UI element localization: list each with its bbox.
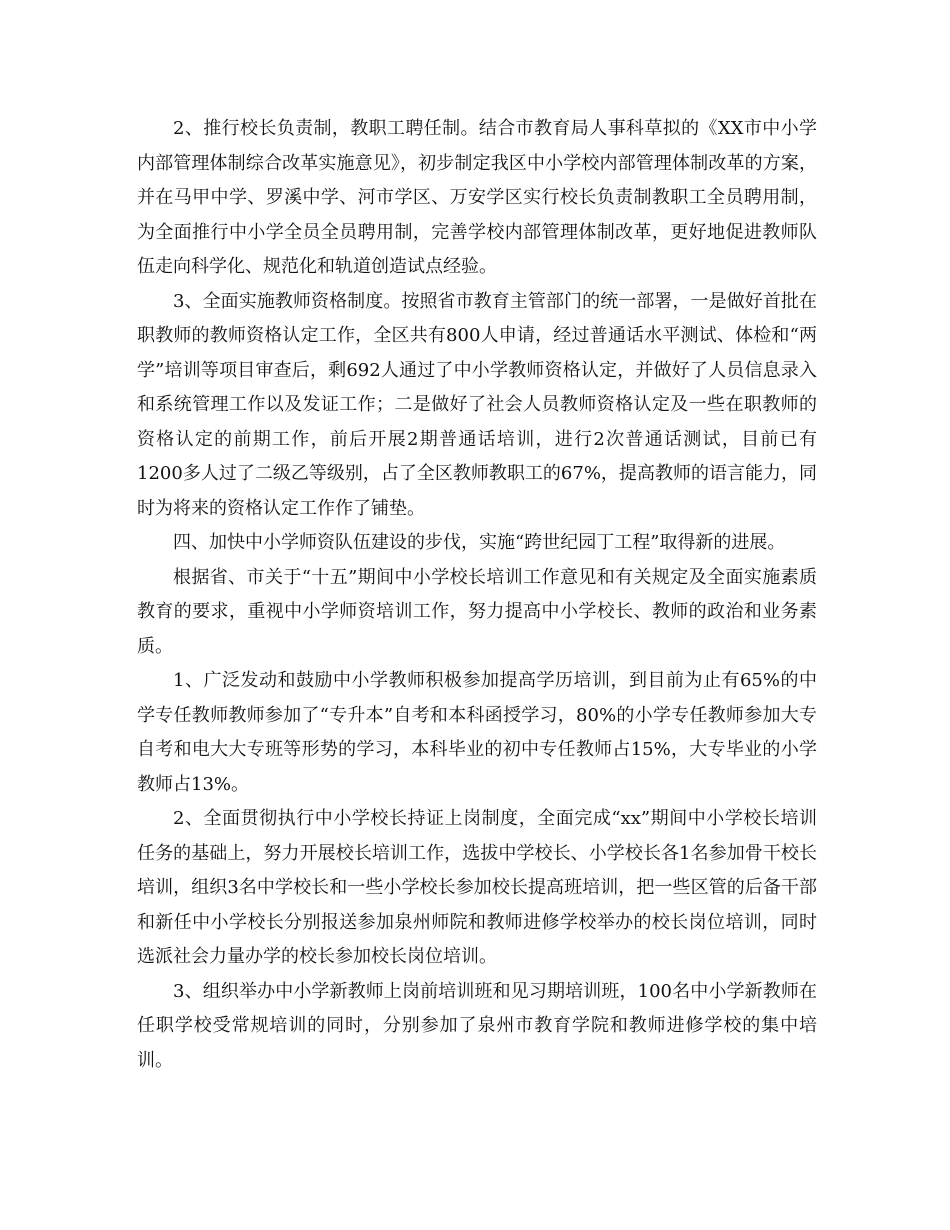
paragraph-teacher-qualification: 3、全面实施教师资格制度。按照省市教育主管部门的统一部署，一是做好首批在职教师的教师资格认定工作，全区共有800人申请，经过普通话水平测试、体检和“两学”培训等项目审查后，剩692人通过了中小学教师资格认定，并做好了人员信息录入和系统管理工作以及发证工作；二是做好了社会人员教师资格认定及一些在职教师的资格认定的前期工作，前后开展2期普通话培训，进行2次普通话测试，目前已有1200多人过了二级乙等级别，占了全区教师教职工的67%，提高教师的语言能力，同时为将来的资格认定工作作了铺垫。 xyxy=(137,290,817,519)
document-page xyxy=(137,112,817,1078)
paragraph-principal-certification: 2、全面贯彻执行中小学校长持证上岗制度，全面完成“xx”期间中小学校长培训任务的基础上，努力开展校长培训工作，选拔中学校长、小学校长各1名参加骨干校长培训，组织3名中学校长和一些小学校长参加校长提高班培训，把一些区管的后备干部和新任中小学校长分别报送参加泉州师院和教师进修学校举办的校长岗位培训，同时选派社会力量办学的校长参加校长岗位培训。 xyxy=(137,808,817,967)
section-heading-gardener-project: 四、加快中小学师资队伍建设的步伐，实施“跨世纪园丁工程”取得新的进展。 xyxy=(173,532,786,553)
paragraph-teacher-appointment: 2、推行校长负责制，教职工聘任制。结合市教育局人事科草拟的《XX市中小学内部管理体制综合改革实施意见》，初步制定我区中小学校内部管理体制改革的方案，并在马甲中学、罗溪中学、河市学区、万安学区实行校长负责制教职工全员聘用制，为全面推行中小学全员全员聘用制，完善学校内部管理体制改革，更好地促进教师队伍走向科学化、规范化和轨道创造试点经验。 xyxy=(137,118,817,277)
paragraph-degree-training: 1、广泛发动和鼓励中小学教师积极参加提高学历培训，到目前为止有65%的中学专任教师教师参加了“专升本”自考和本科函授学习，80%的小学专任教师参加大专自考和电大大专班等形势的学习，本科毕业的初中专任教师占15%，大专毕业的小学教师占13%。 xyxy=(137,670,817,795)
paragraph-training-basis: 根据省、市关于“十五”期间中小学校长培训工作意见和有关规定及全面实施素质教育的要求，重视中小学师资培训工作，努力提高中小学校长、教师的政治和业务素质。 xyxy=(137,566,817,657)
paragraph-new-teacher-training: 3、组织举办中小学新教师上岗前培训班和见习期培训班，100名中小学新教师在任职学校受常规培训的同时，分别参加了泉州市教育学院和教师进修学校的集中培训。 xyxy=(137,980,817,1071)
